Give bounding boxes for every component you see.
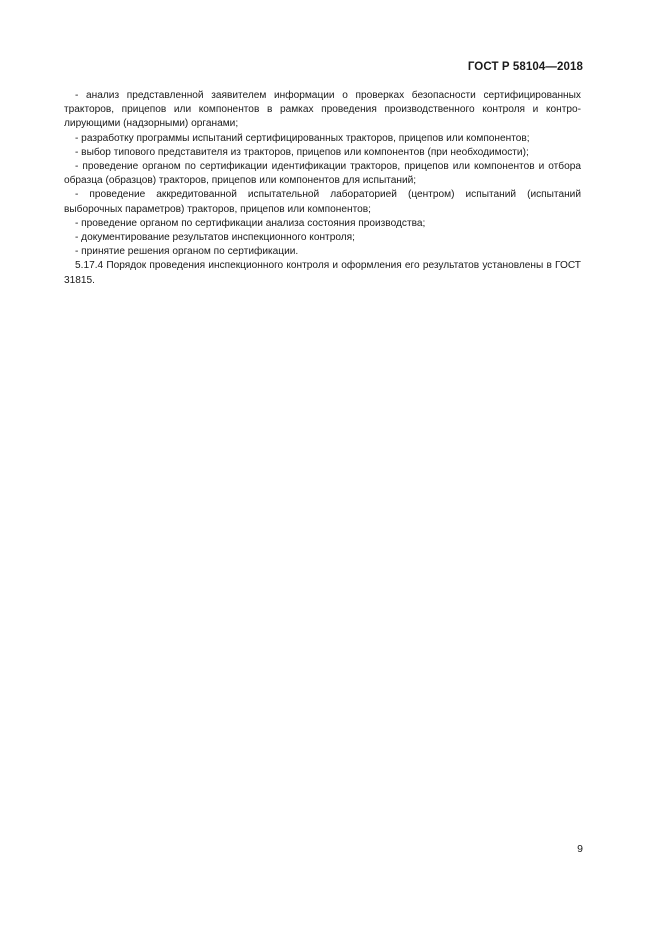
document-header: ГОСТ Р 58104—2018 bbox=[467, 61, 583, 73]
page-number: 9 bbox=[577, 843, 583, 855]
clause-5-17-4: 5.17.4 Порядок проведения инспекционного контроля и оформления его результатов установлены в ГОСТ 31815. bbox=[64, 260, 581, 286]
list-item-lab-testing: - проведение аккредитованной испытательной лабораторией (центром) испытаний (испытаний выборочных параметров) тракторов, прицепов или компонентов; bbox=[64, 189, 581, 215]
list-item-identification: - проведение органом по сертификации идентификации тракторов, прицепов или компонентов и отбора образца (образцов) тракторов, прицепов или компонентов для испытаний; bbox=[64, 161, 581, 187]
list-item-analysis: - анализ представленной заявителем информации о проверках безопасности сертифицированных тракторов, прицепов или компонентов в рамках проведения производственного контроля и контролирующими (надзорными) органами; bbox=[64, 90, 581, 130]
list-item-decision: - принятие решения органом по сертификации. bbox=[75, 246, 299, 258]
list-item-representative-selection: - выбор типового представителя из тракторов, прицепов или компонентов (при необходимости); bbox=[75, 146, 529, 158]
list-item-documentation: - документирование результатов инспекционного контроля; bbox=[75, 232, 355, 244]
list-item-production-analysis: - проведение органом по сертификации анализа состояния производства; bbox=[75, 217, 426, 229]
document-body bbox=[64, 89, 581, 288]
list-item-test-program: - разработку программы испытаний сертифицированных тракторов, прицепов или компонентов; bbox=[75, 132, 530, 144]
